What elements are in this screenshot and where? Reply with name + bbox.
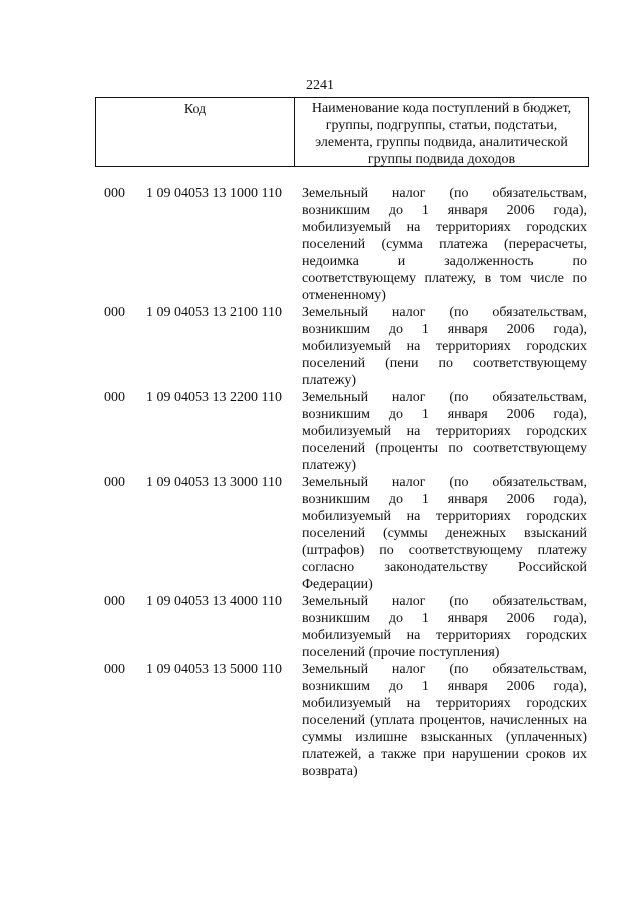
admin-code-cell: 000 bbox=[104, 594, 125, 609]
income-code-cell: 1 09 04053 13 4000 110 bbox=[146, 594, 282, 609]
income-code-cell: 1 09 04053 13 3000 110 bbox=[146, 475, 282, 490]
income-code-cell: 1 09 04053 13 2100 110 bbox=[146, 305, 282, 320]
admin-code-cell: 000 bbox=[104, 662, 125, 677]
admin-code-cell: 000 bbox=[104, 475, 125, 490]
table-row bbox=[0, 593, 640, 661]
table-row bbox=[0, 474, 640, 593]
description-cell: Земельный налог (по обязательствам, возникшим до 1 января 2006 года), мобилизуемый на территориях городских поселений (прочие поступления) bbox=[302, 594, 587, 660]
page-number: 2241 bbox=[306, 78, 334, 93]
description-cell: Земельный налог (по обязательствам, возникшим до 1 января 2006 года), мобилизуемый на территориях городских поселений (уплата процентов, начисленных на суммы излишне взысканных (уплаченных) платежей, а также при нарушении сроков их возврата) bbox=[302, 662, 587, 779]
table-row bbox=[0, 304, 640, 389]
table-body bbox=[0, 185, 640, 780]
table-row bbox=[0, 185, 640, 304]
description-cell: Земельный налог (по обязательствам, возникшим до 1 января 2006 года), мобилизуемый на территориях городских поселений (суммы денежных взысканий (штрафов) по соответствующему платежу согласно законодательству Российской Федерации) bbox=[302, 475, 587, 592]
income-code-cell: 1 09 04053 13 5000 110 bbox=[146, 662, 282, 677]
table-row bbox=[0, 661, 640, 780]
table-header bbox=[95, 97, 589, 167]
income-code-cell: 1 09 04053 13 2200 110 bbox=[146, 390, 282, 405]
admin-code-cell: 000 bbox=[104, 305, 125, 320]
income-code-cell: 1 09 04053 13 1000 110 bbox=[146, 186, 282, 201]
description-cell: Земельный налог (по обязательствам, возникшим до 1 января 2006 года), мобилизуемый на территориях городских поселений (проценты по соответствующему платежу) bbox=[302, 390, 587, 473]
admin-code-cell: 000 bbox=[104, 186, 125, 201]
column-header-name: Наименование кода поступлений в бюджет, группы, подгруппы, статьи, подстатьи, элемента, группы подвида, аналитической группы подвида доходов bbox=[311, 101, 572, 167]
column-header-code: Код bbox=[96, 98, 295, 166]
description-cell: Земельный налог (по обязательствам, возникшим до 1 января 2006 года), мобилизуемый на территориях городских поселений (сумма платежа (перерасчеты, недоимка и задолженность по соответствующему платежу, в том числе по отмененному) bbox=[302, 186, 587, 303]
description-cell: Земельный налог (по обязательствам, возникшим до 1 января 2006 года), мобилизуемый на территориях городских поселений (пени по соответствующему платежу) bbox=[302, 305, 587, 388]
table-row bbox=[0, 389, 640, 474]
admin-code-cell: 000 bbox=[104, 390, 125, 405]
